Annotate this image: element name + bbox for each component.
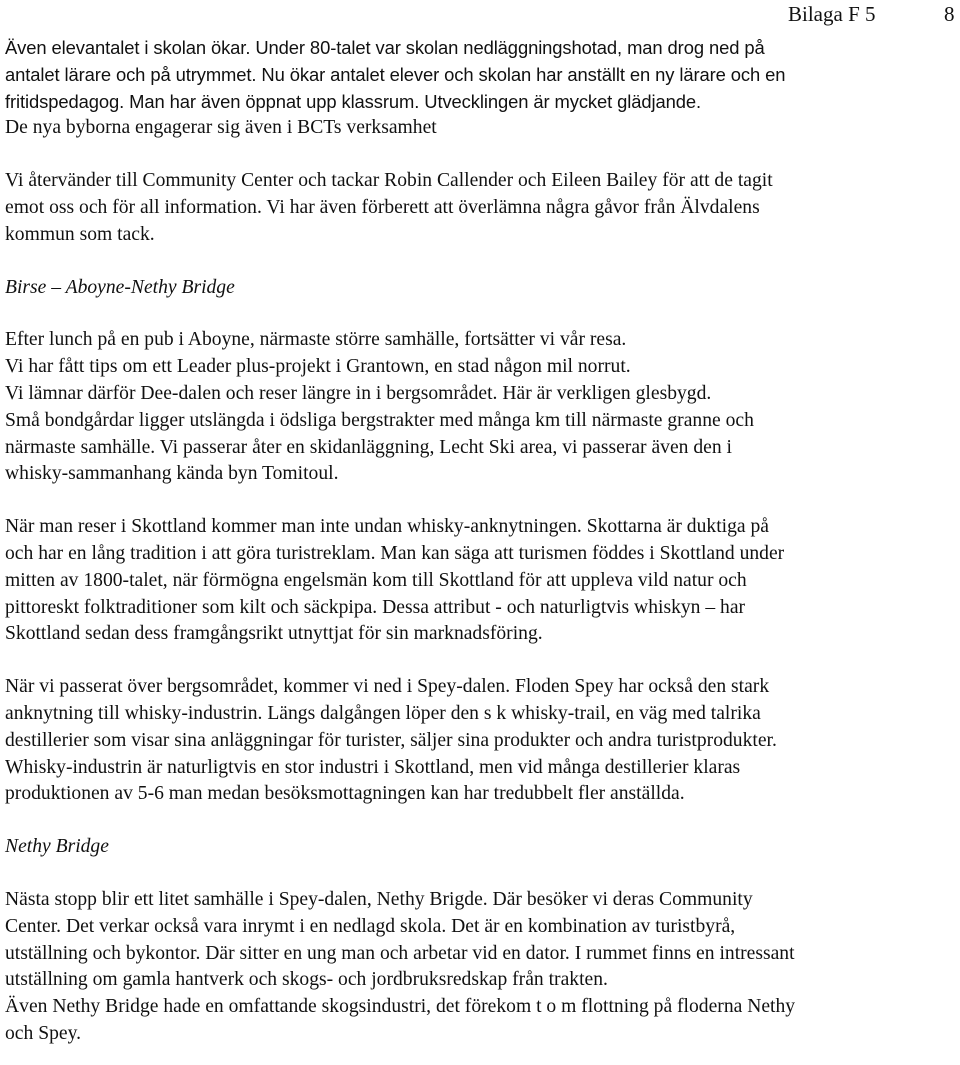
- text-line: Efter lunch på en pub i Aboyne, närmaste större samhälle, fortsätter vi vår resa.: [5, 329, 627, 351]
- text-line: Vi lämnar därför Dee-dalen och reser längre in i bergsområdet. Här är verkligen glesbygd.: [5, 382, 712, 404]
- text-line: Center. Det verkar också vara inrymt i en nedlagd skola. Det är en kombination av turistbyrå,: [5, 915, 736, 937]
- text-line: pittoreskt folktraditioner som kilt och säckpipa. Dessa attribut - och naturligtvis whiskyn – har: [5, 596, 746, 618]
- text-line: och Spey.: [5, 1022, 82, 1044]
- text-line: antalet lärare och på utrymmet. Nu ökar antalet elever och skolan har anställt en ny lärare och en: [5, 63, 786, 85]
- text-line: produktionen av 5-6 man medan besöksmottagningen kan har tredubbelt fler anställda.: [5, 783, 685, 805]
- appendix-label: Bilaga F 5: [788, 2, 876, 26]
- document-body: [5, 35, 958, 1048]
- paragraph-spey-valley: [5, 674, 958, 808]
- text-line: När vi passerat över bergsområdet, kommer vi ned i Spey-dalen. Floden Spey har också den stark: [5, 676, 770, 698]
- paragraph-spacer: [5, 488, 958, 514]
- text-line: De nya byborna engagerar sig även i BCTs verksamhet: [5, 117, 437, 139]
- text-line: och har en lång tradition i att göra turistreklam. Man kan säga att turismen föddes i Skottland under: [5, 542, 785, 564]
- page-number: 8: [944, 2, 955, 26]
- text-line: fritidspedagog. Man har även öppnat upp klassrum. Utvecklingen är mycket glädjande.: [5, 90, 702, 112]
- paragraph-whisky-tourism: [5, 514, 958, 648]
- text-line: anknytning till whisky-industrin. Längs dalgången löper den s k whisky-trail, en väg med talrika: [5, 702, 761, 724]
- text-line: Små bondgårdar ligger utslängda i ödsliga bergstrakter med många km till närmaste granne och: [5, 409, 754, 431]
- text-line: mitten av 1800-talet, när förmögna engelsmän kom till Skottland för att uppleva vild natur och: [5, 569, 747, 591]
- section-heading-birse: Birse – Aboyne-Nethy Bridge: [5, 276, 235, 298]
- paragraph-spacer: [5, 648, 958, 674]
- text-line: destillerier som visar sina anläggningar för turister, säljer sina produkter och andra turistprodukter.: [5, 729, 777, 751]
- text-line: När man reser i Skottland kommer man inte undan whisky-anknytningen. Skottarna är duktiga på: [5, 516, 769, 538]
- text-line: Nästa stopp blir ett litet samhälle i Spey-dalen, Nethy Brigde. Där besöker vi deras Community: [5, 888, 753, 910]
- text-line: Vi återvänder till Community Center och tackar Robin Callender och Eileen Bailey för att de tagit: [5, 170, 773, 192]
- text-line: utställning om gamla hantverk och skogs- och jordbruksredskap från trakten.: [5, 969, 608, 991]
- paragraph-nethy-bridge: [5, 887, 958, 1048]
- paragraph-school-growth: [5, 35, 958, 115]
- text-line: närmaste samhälle. Vi passerar åter en skidanläggning, Lecht Ski area, vi passerar även den i: [5, 436, 732, 458]
- paragraph-aboyne-journey: [5, 327, 958, 488]
- text-line: Vi har fått tips om ett Leader plus-projekt i Grantown, en stad någon mil norrut.: [5, 356, 631, 378]
- text-line: Även Nethy Bridge hade en omfattande skogsindustri, det förekom t o m flottning på floderna Nethy: [5, 996, 796, 1018]
- paragraph-spacer: [5, 301, 958, 327]
- paragraph-bct-engagement: [5, 115, 958, 142]
- paragraph-community-center: [5, 168, 958, 248]
- text-line: whisky-sammanhang kända byn Tomitoul.: [5, 463, 339, 485]
- text-line: Skottland sedan dess framgångsrikt utnyttjat för sin marknadsföring.: [5, 623, 543, 645]
- paragraph-spacer: [5, 142, 958, 168]
- paragraph-spacer: [5, 249, 958, 275]
- text-line: Även elevantalet i skolan ökar. Under 80-talet var skolan nedläggningshotad, man drog ned på: [5, 37, 765, 58]
- paragraph-spacer: [5, 808, 958, 834]
- text-line: Whisky-industrin är naturligtvis en stor industri i Skottland, men vid många destillerier klaras: [5, 756, 741, 778]
- section-heading-nethy-bridge: Nethy Bridge: [5, 836, 109, 858]
- text-line: utställning och bykontor. Där sitter en ung man och arbetar vid en dator. I rummet finns en intressant: [5, 942, 795, 964]
- text-line: kommun som tack.: [5, 223, 155, 245]
- text-line: emot oss och för all information. Vi har även förberett att överlämna några gåvor från Älvdalens: [5, 196, 760, 218]
- paragraph-spacer: [5, 861, 958, 887]
